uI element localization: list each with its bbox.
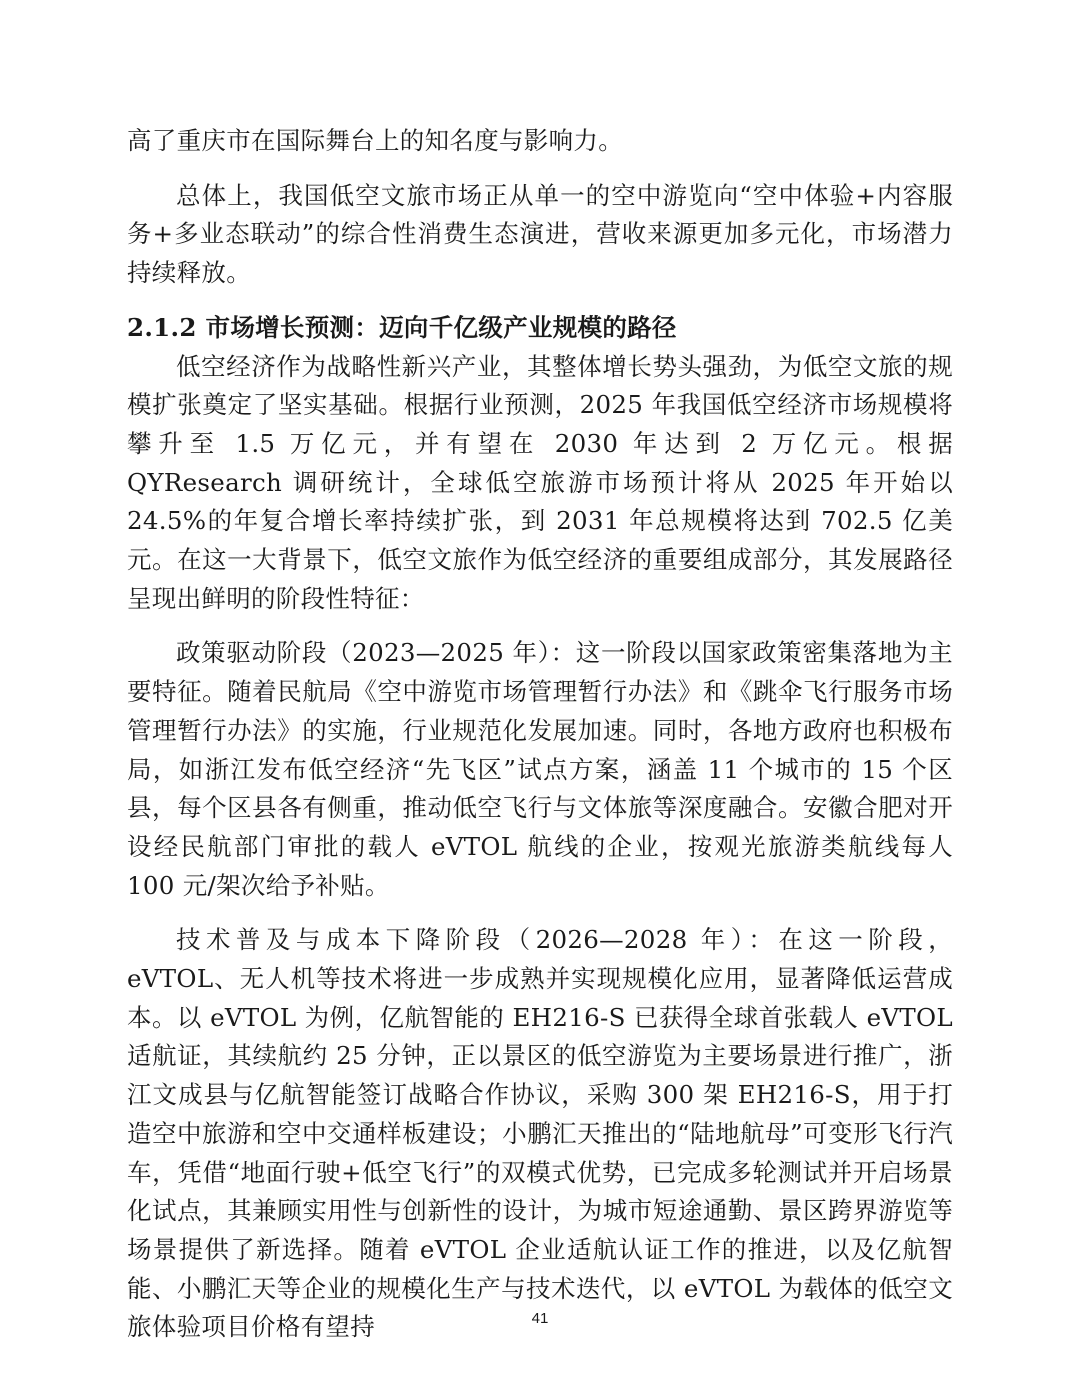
paragraph-summary: 总体上，我国低空文旅市场正从单一的空中游览向“空中体验+内容服务+多业态联动”的综合性消费生态演进，营收来源更加多元化，市场潜力持续释放。: [127, 180, 953, 288]
paragraph-policy-stage: 政策驱动阶段（2023—2025 年）：这一阶段以国家政策密集落地为主要特征。随着民航局《空中游览市场管理暂行办法》和《跳伞飞行服务市场管理暂行办法》的实施，行业规范化发展加速。同时，各地方政府也积极布局，如浙江发布低空经济“先飞区”试点方案，涵盖 11 个城市的 15 个区县，每个区县各有侧重，推动低空飞行与文体旅等深度融合。安徽合肥对开设经民航部门审批的载人 eVTOL 航线的企业，按观光旅游类航线每人 100 元/架次给予补贴。: [127, 638, 953, 900]
paragraph-market-growth: 低空经济作为战略性新兴产业，其整体增长势头强劲，为低空文旅的规模扩张奠定了坚实基础。根据行业预测，2025 年我国低空经济市场规模将攀升至 1.5 万亿元，并有望在 2030 年达到 2 万亿元。根据 QYResearch 调研统计，全球低空旅游市场预计将从 2025 年开始以 24.5%的年复合增长率持续扩张，到 2031 年总规模将达到 702.5 亿美元。在这一大背景下，低空文旅作为低空经济的重要组成部分，其发展路径呈现出鲜明的阶段性特征：: [127, 351, 953, 613]
paragraph-continuation: 高了重庆市在国际舞台上的知名度与影响力。: [127, 126, 623, 155]
page-body: [127, 122, 953, 1347]
section-heading: 2.1.2 市场增长预测：迈向千亿级产业规模的路径: [127, 312, 677, 342]
paragraph-technology-stage: 技术普及与成本下降阶段（2026—2028 年）：在这一阶段，eVTOL、无人机等技术将进一步成熟并实现规模化应用，显著降低运营成本。以 eVTOL 为例，亿航智能的 EH216-S 已获得全球首张载人 eVTOL 适航证，其续航约 25 分钟，正以景区的低空游览为主要场景进行推广，浙江文成县与亿航智能签订战略合作协议，采购 300 架 EH216-S，用于打造空中旅游和空中交通样板建设；小鹏汇天推出的“陆地航母”可变形飞行汽车，凭借“地面行驶+低空飞行”的双模式优势，已完成多轮测试并开启场景化试点，其兼顾实用性与创新性的设计，为城市短途通勤、景区跨界游览等场景提供了新选择。随着 eVTOL 企业适航认证工作的推进，以及亿航智能、小鹏汇天等企业的规模化生产与技术迭代，以 eVTOL 为载体的低空文旅体验项目价格有望持: [127, 925, 953, 1342]
page-number: 41: [531, 1310, 549, 1327]
